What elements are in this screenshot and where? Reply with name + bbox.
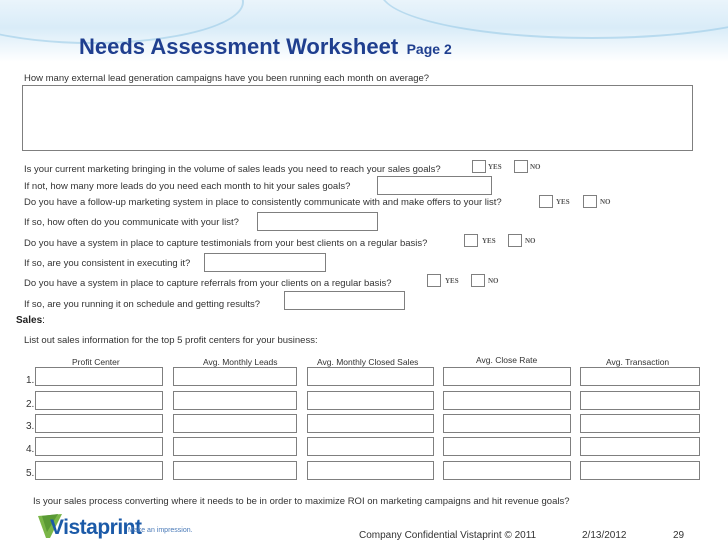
row-number: 4. (26, 444, 35, 455)
question-testimonials: Do you have a system in place to capture testimonials from your best clients on a regular basis? (24, 238, 428, 249)
question-more-leads: If not, how many more leads do you need each month to hit your sales goals? (24, 181, 351, 192)
checkbox-follow-up-yes[interactable] (539, 195, 553, 208)
checkbox-follow-up-no[interactable] (583, 195, 597, 208)
closed-sales-field[interactable] (307, 391, 434, 410)
sales-intro: List out sales information for the top 5 profit centers for your business: (24, 335, 318, 346)
monthly-leads-field[interactable] (173, 437, 297, 456)
label-no: NO (488, 277, 499, 285)
column-header-profit-center: Profit Center (72, 357, 120, 367)
checkbox-referrals-no[interactable] (471, 274, 485, 287)
label-no: NO (525, 237, 536, 245)
answer-frequency-field[interactable] (257, 212, 378, 231)
question-referrals: Do you have a system in place to capture referrals from your clients on a regular basis? (24, 278, 392, 289)
answer-results-field[interactable] (284, 291, 405, 310)
closed-sales-field[interactable] (307, 437, 434, 456)
logo-tagline: Make an impression. (128, 527, 193, 534)
monthly-leads-field[interactable] (173, 414, 297, 433)
answer-campaigns-field[interactable] (22, 85, 693, 151)
question-lead-volume: Is your current marketing bringing in the volume of sales leads you need to reach your sales goals? (24, 164, 441, 175)
profit-center-field[interactable] (35, 437, 163, 456)
sales-heading: Sales (16, 315, 43, 326)
question-frequency: If so, how often do you communicate with your list? (24, 217, 239, 228)
sales-heading-colon: : (42, 315, 45, 326)
closed-sales-field[interactable] (307, 461, 434, 480)
column-header-close-rate: Avg. Close Rate (476, 355, 538, 365)
question-sales-conversion: Is your sales process converting where it needs to be in order to maximize ROI on marketing campaigns and hit revenue goals? (33, 496, 570, 507)
footer-page-number: 29 (673, 530, 685, 541)
sales-heading-wrap (16, 315, 45, 326)
close-rate-field[interactable] (443, 437, 571, 456)
close-rate-field[interactable] (443, 461, 571, 480)
question-consistent: If so, are you consistent in executing it? (24, 258, 191, 269)
title-main: Needs Assessment Worksheet (79, 34, 399, 59)
transaction-field[interactable] (580, 367, 700, 386)
closed-sales-field[interactable] (307, 367, 434, 386)
monthly-leads-field[interactable] (173, 367, 297, 386)
label-yes: YES (556, 198, 570, 206)
answer-more-leads-field[interactable] (377, 176, 492, 195)
row-number: 2. (26, 399, 35, 410)
row-number: 1. (26, 375, 35, 386)
question-results: If so, are you running it on schedule and getting results? (24, 299, 261, 310)
close-rate-field[interactable] (443, 414, 571, 433)
title-page: Page 2 (406, 41, 452, 57)
checkbox-lead-volume-no[interactable] (514, 160, 528, 173)
column-header-closed-sales: Avg. Monthly Closed Sales (317, 357, 419, 367)
close-rate-field[interactable] (443, 367, 571, 386)
monthly-leads-field[interactable] (173, 391, 297, 410)
label-yes: YES (488, 163, 502, 171)
footer-date: 2/13/2012 (582, 530, 627, 541)
profit-center-field[interactable] (35, 391, 163, 410)
label-yes: YES (482, 237, 496, 245)
answer-consistent-field[interactable] (204, 253, 326, 272)
header-banner (0, 0, 728, 62)
row-number: 3. (26, 421, 35, 432)
column-header-transaction: Avg. Transaction (606, 357, 670, 367)
close-rate-field[interactable] (443, 391, 571, 410)
closed-sales-field[interactable] (307, 414, 434, 433)
profit-center-field[interactable] (35, 414, 163, 433)
page-title (79, 34, 452, 60)
transaction-field[interactable] (580, 391, 700, 410)
label-no: NO (600, 198, 611, 206)
profit-center-field[interactable] (35, 461, 163, 480)
row-number: 5. (26, 468, 35, 479)
footer-confidential: Company Confidential Vistaprint © 2011 (359, 530, 537, 541)
checkbox-testimonials-yes[interactable] (464, 234, 478, 247)
monthly-leads-field[interactable] (173, 461, 297, 480)
transaction-field[interactable] (580, 437, 700, 456)
label-no: NO (530, 163, 541, 171)
checkbox-lead-volume-yes[interactable] (472, 160, 486, 173)
profit-center-field[interactable] (35, 367, 163, 386)
transaction-field[interactable] (580, 461, 700, 480)
logo-wordmark: Vistaprint (50, 516, 142, 539)
checkbox-referrals-yes[interactable] (427, 274, 441, 287)
checkbox-testimonials-no[interactable] (508, 234, 522, 247)
question-campaigns: How many external lead generation campaigns have you been running each month on average? (24, 73, 430, 84)
question-follow-up: Do you have a follow-up marketing system in place to consistently communicate with and make offers to your list? (24, 197, 502, 208)
transaction-field[interactable] (580, 414, 700, 433)
column-header-monthly-leads: Avg. Monthly Leads (203, 357, 278, 367)
label-yes: YES (445, 277, 459, 285)
